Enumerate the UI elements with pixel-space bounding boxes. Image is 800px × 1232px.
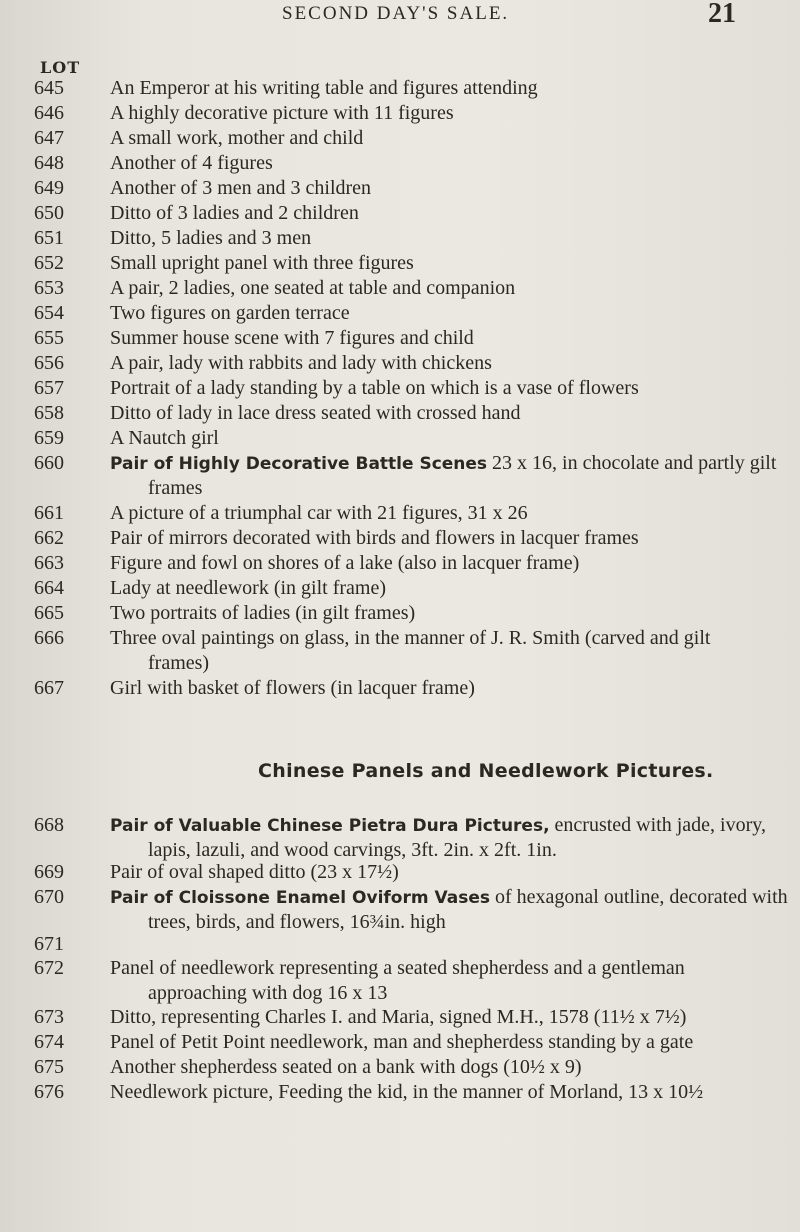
lot-text: Pair of oval shaped ditto (23 x 17½)	[110, 861, 399, 883]
lot-number: 662	[34, 527, 64, 549]
lot-number: 657	[34, 377, 64, 399]
lot-text: Panel of needlework representing a seated shepherdess and a gentleman	[110, 957, 685, 979]
lot-description	[110, 813, 790, 838]
lot-description	[110, 226, 790, 250]
lot-description	[110, 76, 790, 100]
lot-description	[110, 251, 790, 275]
lot-number: 653	[34, 277, 64, 299]
lot-text: Two figures on garden terrace	[110, 302, 350, 324]
lot-number: 648	[34, 152, 64, 174]
lot-text: Figure and fowl on shores of a lake (also in lacquer frame)	[110, 552, 580, 574]
lot-description	[110, 1030, 790, 1054]
lot-text: A pair, lady with rabbits and lady with chickens	[110, 352, 492, 374]
lot-description	[110, 176, 790, 200]
lot-description	[110, 1080, 790, 1104]
lot-number: 664	[34, 577, 64, 599]
lot-text: A picture of a triumphal car with 21 figures, 31 x 26	[110, 502, 528, 524]
lot-text: A small work, mother and child	[110, 127, 364, 149]
lot-number: 663	[34, 552, 64, 574]
lot-number: 652	[34, 252, 64, 274]
lot-text: Girl with basket of flowers (in lacquer frame)	[110, 677, 475, 699]
lot-description	[110, 426, 790, 450]
lot-number: 645	[34, 77, 64, 99]
lot-text: A Nautch girl	[110, 427, 219, 449]
lot-description	[110, 676, 790, 700]
lot-text: Portrait of a lady standing by a table on which is a vase of flowers	[110, 377, 639, 399]
lot-description	[110, 601, 790, 625]
lot-number: 661	[34, 502, 64, 524]
lot-text: 23 x 16, in chocolate and partly gilt	[487, 452, 777, 474]
lot-text: Lady at needlework (in gilt frame)	[110, 577, 386, 599]
lot-description-continued: lapis, lazuli, and wood carvings, 3ft. 2in. x 2ft. 1in.	[148, 839, 557, 861]
lot-text: Another of 4 figures	[110, 152, 273, 174]
page-number: 21	[708, 0, 736, 29]
lot-number: 659	[34, 427, 64, 449]
lot-description	[110, 326, 790, 350]
lot-description	[110, 451, 790, 476]
lot-description	[110, 551, 790, 575]
lot-description	[110, 501, 790, 525]
lot-number: 650	[34, 202, 64, 224]
lot-description	[110, 1005, 790, 1029]
lot-description	[110, 885, 790, 910]
lot-number: 646	[34, 102, 64, 124]
lot-text: Small upright panel with three figures	[110, 252, 414, 274]
lot-text: Another of 3 men and 3 children	[110, 177, 372, 199]
lot-description-continued: approaching with dog 16 x 13	[148, 982, 388, 1004]
lot-title-bold: Pair of Cloissone Enamel Oviform Vases	[110, 888, 490, 908]
lot-number: 674	[34, 1031, 64, 1053]
lot-description	[110, 626, 790, 650]
lot-text: Panel of Petit Point needlework, man and shepherdess standing by a gate	[110, 1031, 694, 1053]
lot-number: 667	[34, 677, 64, 699]
lot-number: 675	[34, 1056, 64, 1078]
lot-text: Summer house scene with 7 figures and child	[110, 327, 474, 349]
lot-text: A highly decorative picture with 11 figures	[110, 102, 454, 124]
lot-number: 654	[34, 302, 64, 324]
lot-description	[110, 351, 790, 375]
lot-description	[110, 301, 790, 325]
lot-number: 671	[34, 933, 64, 955]
lot-description	[110, 101, 790, 125]
lot-description-continued: frames)	[148, 652, 210, 674]
lot-text: Two portraits of ladies (in gilt frames)	[110, 602, 416, 624]
lot-text: Ditto, 5 ladies and 3 men	[110, 227, 312, 249]
lot-column-heading: LOT	[40, 58, 81, 77]
lot-text: of hexagonal outline, decorated with	[489, 886, 788, 908]
lot-description	[110, 860, 790, 884]
lot-text: Ditto, representing Charles I. and Maria, signed M.H., 1578 (11½ x 7½)	[110, 1006, 687, 1028]
lot-description-continued: trees, birds, and flowers, 16¾in. high	[148, 911, 446, 933]
lot-text: Ditto of 3 ladies and 2 children	[110, 202, 359, 224]
lot-number: 649	[34, 177, 64, 199]
lot-text: Needlework picture, Feeding the kid, in the manner of Morland, 13 x 10½	[110, 1081, 704, 1103]
lot-text: Another shepherdess seated on a bank with dogs (10½ x 9)	[110, 1056, 582, 1078]
lot-text: Three oval paintings on glass, in the manner of J. R. Smith (carved and gilt	[110, 627, 711, 649]
lot-number: 676	[34, 1081, 64, 1103]
lot-description	[110, 956, 790, 980]
lot-text: An Emperor at his writing table and figures attending	[110, 77, 538, 99]
lot-number: 668	[34, 814, 64, 836]
lot-description	[110, 201, 790, 225]
lot-title-bold: Pair of Highly Decorative Battle Scenes	[110, 454, 488, 474]
lot-description	[110, 1055, 790, 1079]
lot-number: 670	[34, 886, 64, 908]
lot-description	[110, 576, 790, 600]
section-title: Chinese Panels and Needlework Pictures.	[258, 760, 714, 782]
lot-number: 658	[34, 402, 64, 424]
lot-number: 660	[34, 452, 64, 474]
lot-number: 669	[34, 861, 64, 883]
lot-description	[110, 151, 790, 175]
lot-text: encrusted with jade, ivory,	[549, 814, 766, 836]
lot-number: 665	[34, 602, 64, 624]
lot-description	[110, 126, 790, 150]
lot-number: 651	[34, 227, 64, 249]
lot-description	[110, 526, 790, 550]
lot-description	[110, 401, 790, 425]
running-title: SECOND DAY'S SALE.	[282, 3, 510, 24]
lot-title-bold: Pair of Valuable Chinese Pietra Dura Pictures,	[110, 816, 550, 836]
lot-number: 673	[34, 1006, 64, 1028]
lot-text: Ditto of lady in lace dress seated with crossed hand	[110, 402, 521, 424]
lot-description	[110, 276, 790, 300]
lot-text: A pair, 2 ladies, one seated at table and companion	[110, 277, 516, 299]
lot-description	[110, 376, 790, 400]
lot-number: 656	[34, 352, 64, 374]
lot-number: 666	[34, 627, 64, 649]
lot-description-continued: frames	[148, 477, 203, 499]
lot-number: 655	[34, 327, 64, 349]
lot-number: 647	[34, 127, 64, 149]
lot-number: 672	[34, 957, 64, 979]
lot-text: Pair of mirrors decorated with birds and flowers in lacquer frames	[110, 527, 639, 549]
